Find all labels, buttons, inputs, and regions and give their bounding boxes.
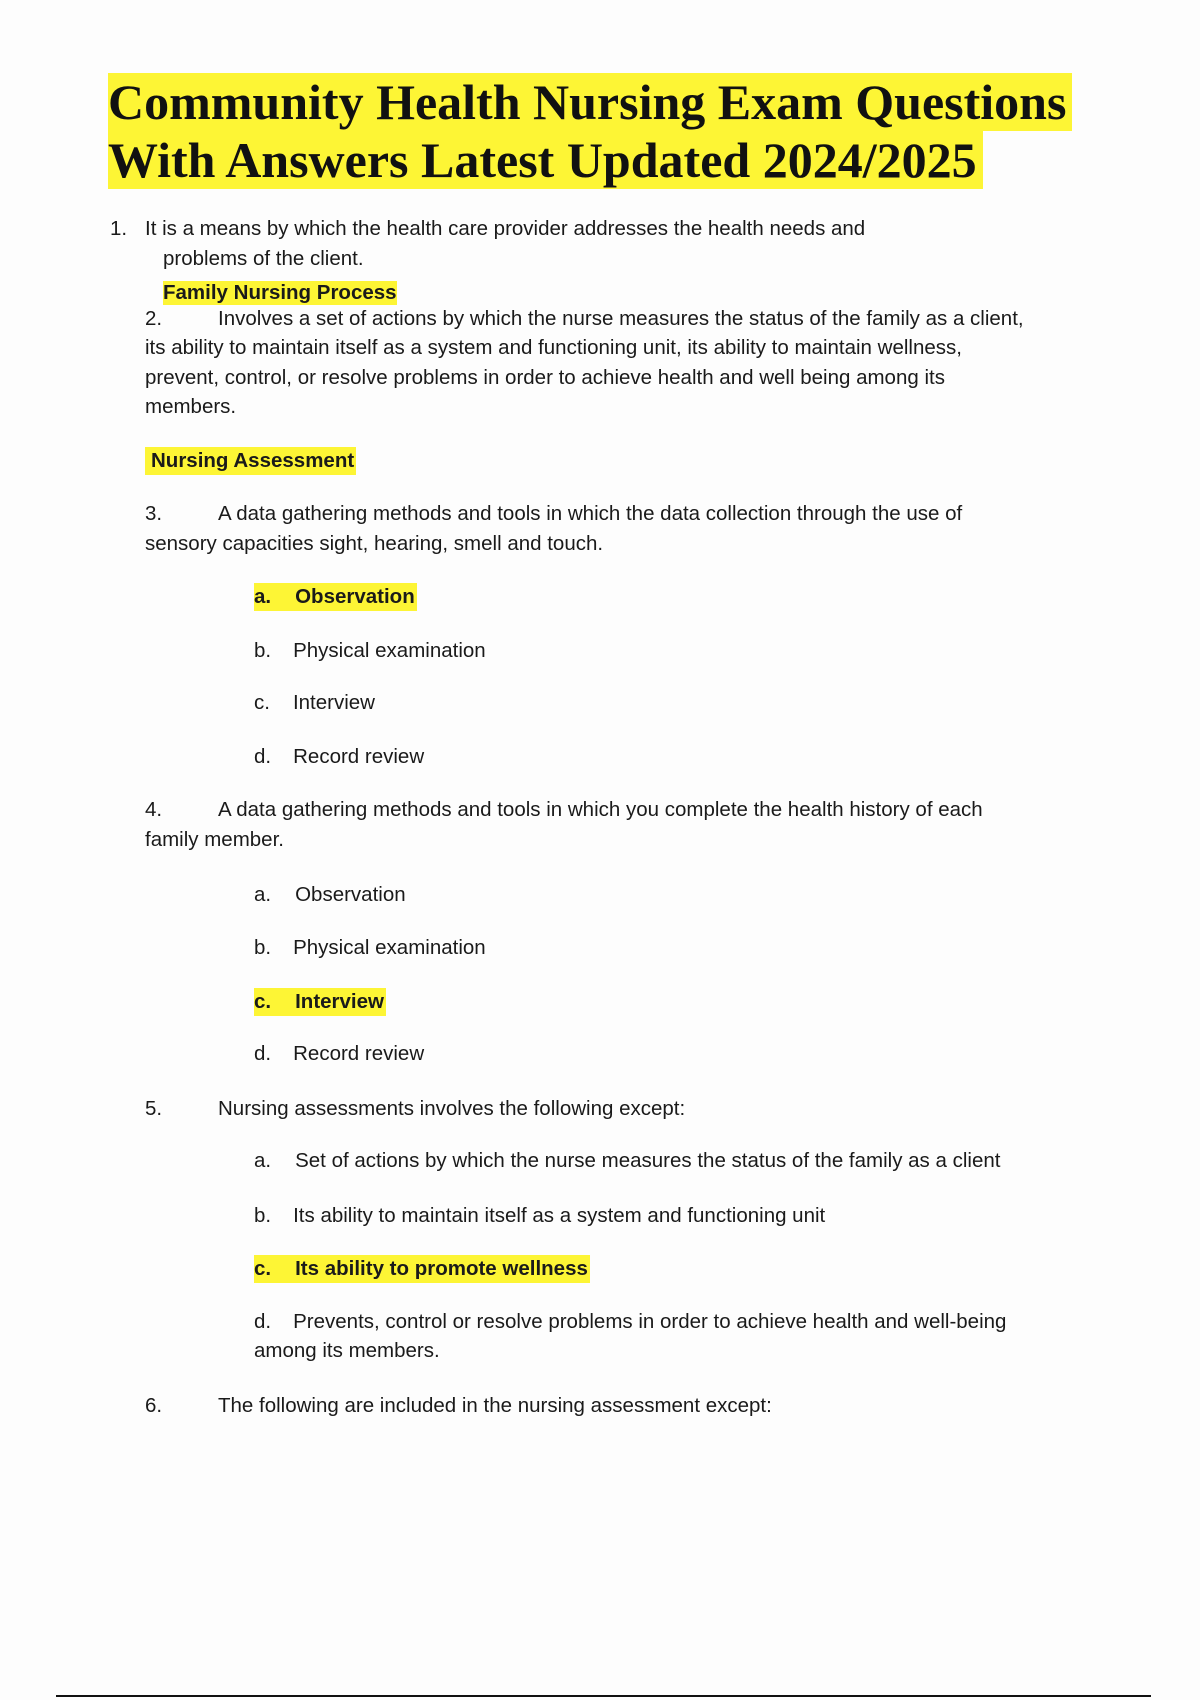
option-letter: b. xyxy=(254,936,272,959)
option-letter: b. xyxy=(254,639,272,662)
question-text: sensory capacities sight, hearing, smell and touch. xyxy=(145,532,604,555)
option-letter: c. xyxy=(254,990,272,1013)
option-a xyxy=(254,881,406,909)
option-letter: c. xyxy=(254,691,270,714)
option-text-continued: among its members. xyxy=(254,1339,440,1362)
option-letter: a. xyxy=(254,1149,272,1172)
document-title-line-1: Community Health Nursing Exam Questions xyxy=(108,73,1072,131)
option-text: Set of actions by which the nurse measures the status of the family as a client xyxy=(295,1149,1001,1172)
option-letter: d. xyxy=(254,745,272,768)
option-text: Observation xyxy=(295,883,406,906)
option-letter: d. xyxy=(254,1042,272,1065)
option-letter: c. xyxy=(254,1257,272,1280)
question-number: 4. xyxy=(145,798,163,821)
question-number: 6. xyxy=(145,1394,163,1417)
option-c xyxy=(254,689,375,717)
option-letter: a. xyxy=(254,585,272,608)
option-text: Interview xyxy=(292,691,375,714)
option-b xyxy=(254,1202,825,1230)
option-text: Prevents, control or resolve problems in order to achieve health and well-being xyxy=(293,1310,1007,1333)
option-text: Record review xyxy=(293,1042,425,1065)
question-number: 5. xyxy=(145,1097,163,1120)
option-text: Record review xyxy=(293,745,425,768)
option-letter: d. xyxy=(254,1310,272,1333)
option-text: Physical examination xyxy=(293,639,486,662)
question-text: A data gathering methods and tools in which you complete the health history of each xyxy=(218,798,983,821)
question-text: Nursing assessments involves the following except: xyxy=(218,1097,686,1120)
option-text: Interview xyxy=(295,990,384,1013)
option-text: Physical examination xyxy=(293,936,486,959)
answer-highlight: Family Nursing Process xyxy=(163,281,397,304)
question-text: The following are included in the nursing assessment except: xyxy=(218,1394,772,1417)
question-text: members. xyxy=(145,395,237,418)
option-c-correct xyxy=(254,988,386,1016)
option-letter: b. xyxy=(254,1204,272,1227)
document-title-line-2: With Answers Latest Updated 2024/2025 xyxy=(108,131,983,189)
option-b xyxy=(254,637,486,665)
option-a xyxy=(254,1147,1000,1175)
option-letter: a. xyxy=(254,883,272,906)
option-text: Observation xyxy=(295,585,415,608)
option-b xyxy=(254,934,486,962)
question-number: 3. xyxy=(145,502,163,525)
option-d xyxy=(254,743,424,771)
option-text: Its ability to maintain itself as a system and functioning unit xyxy=(293,1204,826,1227)
option-d xyxy=(254,1308,1006,1336)
question-text: It is a means by which the health care provider addresses the health needs and xyxy=(145,217,866,240)
question-number: 2. xyxy=(145,307,163,330)
question-text: A data gathering methods and tools in which the data collection through the use of xyxy=(218,502,963,525)
answer-highlight: Nursing Assessment xyxy=(145,447,356,475)
option-text: Its ability to promote wellness xyxy=(295,1257,588,1280)
page-bottom-rule xyxy=(56,1695,1151,1697)
option-d xyxy=(254,1040,424,1068)
question-text: Involves a set of actions by which the nurse measures the status of the family as a client, xyxy=(218,307,1024,330)
option-c-correct xyxy=(254,1255,590,1283)
option-a-correct xyxy=(254,583,417,611)
question-text: problems of the client. xyxy=(163,247,364,270)
question-number: 1. xyxy=(110,217,128,240)
question-text: prevent, control, or resolve problems in order to achieve health and well being among its xyxy=(145,366,945,389)
question-text: its ability to maintain itself as a system and functioning unit, its ability to maintain wellness, xyxy=(145,336,962,359)
question-text: family member. xyxy=(145,828,284,851)
